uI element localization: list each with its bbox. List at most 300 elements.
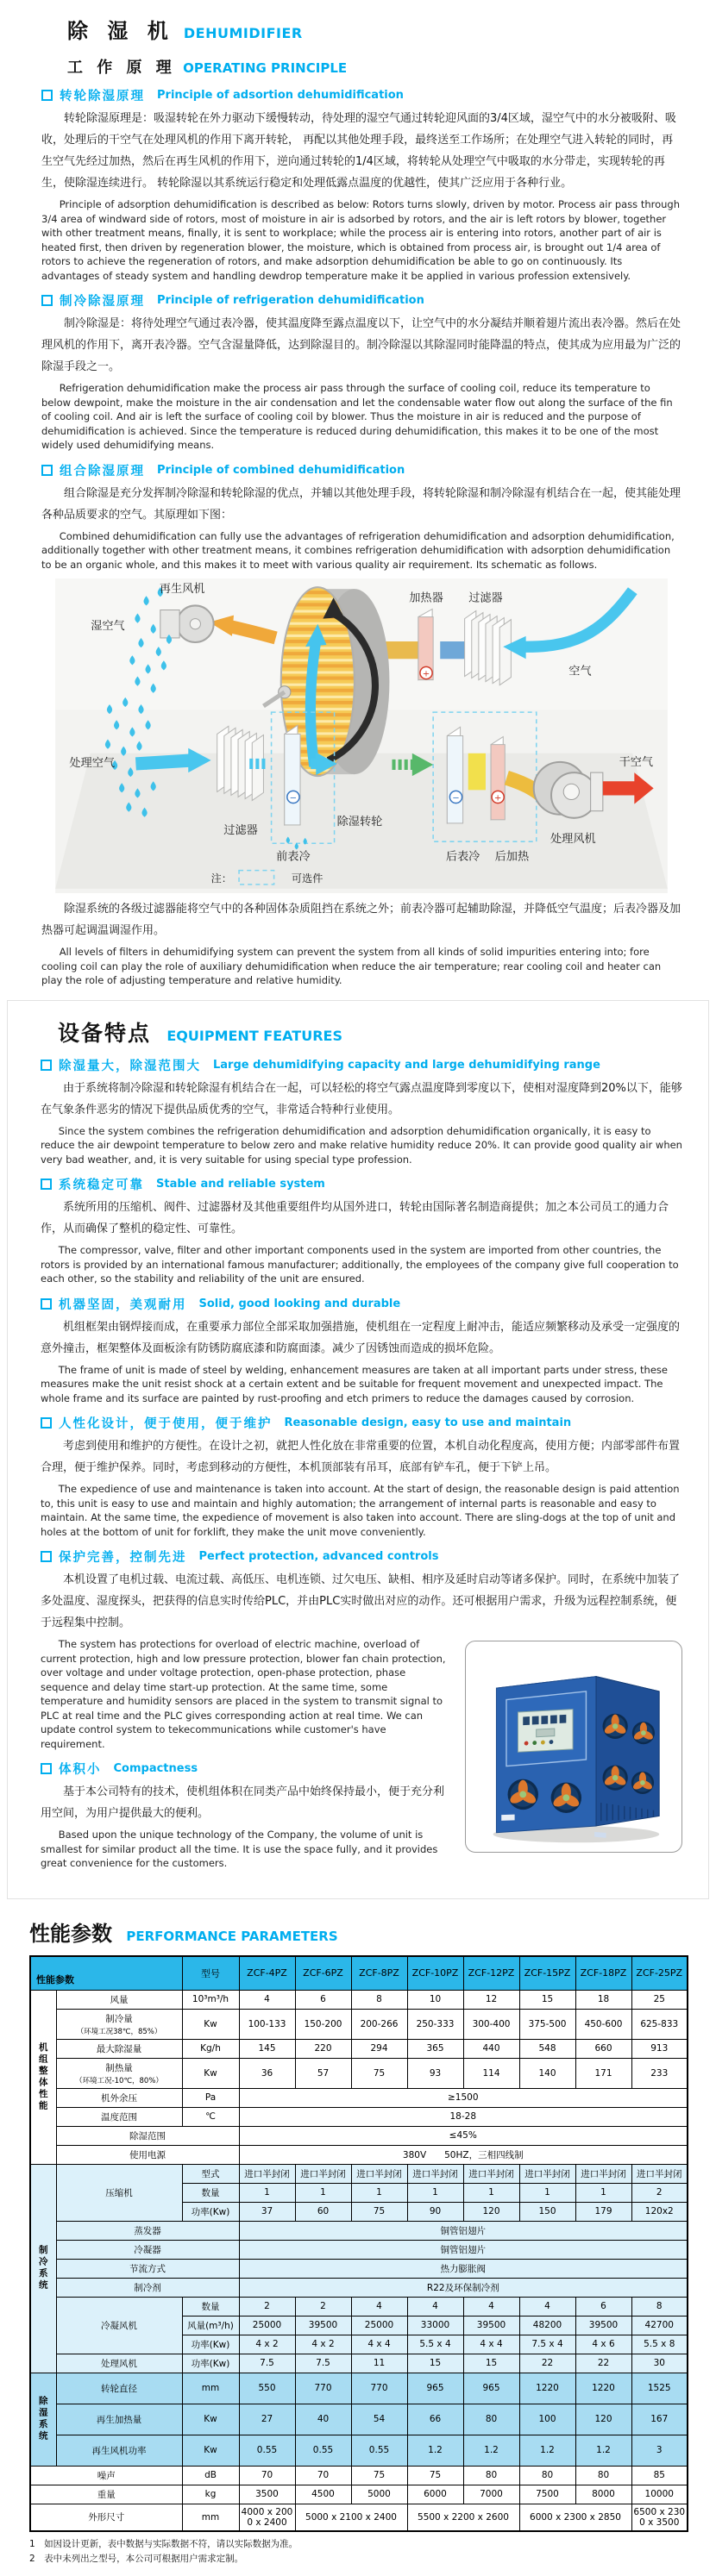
table-cell: 4 [407, 2297, 463, 2316]
feature-cn: 考虑到使用和维护的方便性。在设计之初，就把人性化放在非常重要的位置，本机自动化程度高，使用方便；内部零部件布置合理，便于维护保养。同时，考虑到移动的方便性，本机顶部装有吊耳，底部有铲车孔，便于下铲上吊。 [41, 1435, 682, 1479]
table-cell: Kw [182, 2435, 239, 2466]
table-cell: 进口半封闭 [519, 2164, 575, 2183]
table-cell: 80 [463, 2466, 519, 2485]
table-cell: 进口半封闭 [575, 2164, 631, 2183]
table-cell: 2 [239, 2297, 295, 2316]
table-cell: 10 [407, 1990, 463, 2009]
table-cell: 性能参数 [30, 1956, 182, 1991]
table-cell: 15 [463, 2354, 519, 2373]
table-cell: 铜管铝翅片 [239, 2240, 688, 2259]
section-heading-en: Principle of refrigeration dehumidification [157, 294, 424, 307]
table-cell: 75 [351, 2466, 407, 2485]
rear-heater-label: 后加热 [495, 848, 530, 863]
table-cell: 80 [519, 2466, 575, 2485]
table-cell: ≤45% [239, 2126, 688, 2145]
table-cell: 150 [519, 2202, 575, 2221]
feature-capacity [41, 1056, 682, 1167]
table-cell: 除湿范围 [56, 2126, 239, 2145]
table-cell: 22 [519, 2354, 575, 2373]
table-cell: 4 x 2 [239, 2335, 295, 2354]
table-cell: 75 [351, 2058, 407, 2088]
table-cell: 4000 x 2000 x 2400 [239, 2504, 295, 2531]
table-cell: 制冷量 （环境工况38℃，85%） [56, 2009, 182, 2039]
table-cell: 294 [351, 2039, 407, 2058]
table-row [30, 2039, 688, 2058]
table-cell: ZCF-6PZ [295, 1956, 351, 1991]
table-cell: 5000 [351, 2485, 407, 2504]
table-cell: 温度范围 [56, 2107, 182, 2126]
performance-table [29, 1955, 688, 2532]
table-cell: 1.2 [407, 2435, 463, 2466]
square-bullet-icon [41, 1551, 52, 1562]
heater-unit [418, 609, 433, 679]
table-cell: 1525 [631, 2373, 688, 2404]
table-group-label: 机组整体性能 [30, 1990, 56, 2164]
table-cell: 913 [631, 2039, 688, 2058]
feature-text-photo-wrap [41, 1637, 682, 1878]
table-cell: Kw [182, 2058, 239, 2088]
dehumidification-schematic-diagram [41, 578, 681, 893]
feature-cn: 由于系统将制冷除湿和转轮除湿有机结合在一起，可以轻松的将空气露点温度降到零度以下，使相对湿度降到20%以下，能够在气象条件恶劣的情况下提供品质优秀的空气，非常适合特种行业使用。 [41, 1078, 682, 1121]
table-cell: 120x2 [631, 2202, 688, 2221]
heater-core [468, 753, 486, 791]
square-bullet-icon [41, 1763, 52, 1774]
table-cell: 57 [295, 2058, 351, 2088]
table-group-label: 除湿系统 [30, 2373, 56, 2466]
table-cell: Kw [182, 2009, 239, 2039]
table-cell: 进口半封闭 [463, 2164, 519, 2183]
table-cell: 365 [407, 2039, 463, 2058]
table-cell: 最大除湿量 [56, 2039, 182, 2058]
table-cell: 7.5 x 4 [519, 2335, 575, 2354]
table-cell: 1.2 [519, 2435, 575, 2466]
table-row [30, 2164, 688, 2183]
svg-text:−: − [452, 794, 459, 803]
table-cell: 铜管铝翅片 [239, 2221, 688, 2240]
square-bullet-icon [41, 295, 53, 306]
section-heading [41, 291, 681, 309]
table-cell: 30 [631, 2354, 688, 2373]
principle-combined [41, 461, 681, 572]
table-cell: 12 [463, 1990, 519, 2009]
table-cell: 1 [463, 2183, 519, 2202]
table-cell: 功率(Kw) [182, 2335, 239, 2354]
table-cell: Pa [182, 2088, 239, 2107]
table-cell: 6000 x 2300 x 2850 [519, 2504, 631, 2531]
table-cell: ZCF-25PZ [631, 1956, 688, 1991]
feature-en: The frame of unit is made of steel by welding, enhancement measures are taken at all important parts under stress, these measures make the unit resist shock at a certain extent and be suitable for frequent movement and unexpected impact. The whole frame and its surface are painted by rust-proofing and etch primers to reduce the damages caused by corrosion. [41, 1363, 682, 1406]
table-cell: 制冷剂 [56, 2278, 239, 2297]
process-air-label: 处理空气 [69, 755, 115, 770]
table-cell: 27 [239, 2404, 295, 2435]
table-cell: 进口半封闭 [239, 2164, 295, 2183]
table-row [30, 2145, 688, 2164]
paragraph-cn: 转轮除湿原理是：吸湿转轮在外力驱动下缓慢转动，待处理的湿空气通过转轮迎风面的3/4区域，湿空气中的水分被吸附、吸收，处理后的干空气在处理风机的作用下离开转轮， 再配以其他处理手段，最终送至工作场所；在处理空气进入转轮的同时，再生空气先经过加热，然后在再生风机的作用下，逆向通过转轮的1/4区域，将转轮从处理空气中吸取的水分带走，实现转轮的再生，使除湿连续进行。 转轮除湿以其系统运行稳定和处理低露点温度的优越性，使其广泛应用于各种行业。 [41, 108, 681, 194]
table-cell: 7000 [463, 2485, 519, 2504]
table-cell: 114 [463, 2058, 519, 2088]
table-cell: 4 [519, 2297, 575, 2316]
section-heading-en: Principle of combined dehumidification [157, 464, 405, 477]
table-cell: 70 [295, 2466, 351, 2485]
table-cell: 179 [575, 2202, 631, 2221]
table-cell: 75 [351, 2202, 407, 2221]
table-cell: 2 [631, 2183, 688, 2202]
table-cell: 风量(m³/h) [182, 2316, 239, 2335]
air-through-wheel-arrow [311, 641, 316, 766]
table-cell: 重量 [30, 2485, 182, 2504]
table-cell: 1 [295, 2183, 351, 2202]
feature-title-en: Compactness [114, 1762, 198, 1775]
operating-principle-section [0, 0, 716, 988]
table-cell: 660 [575, 2039, 631, 2058]
table-cell: 54 [351, 2404, 407, 2435]
table-cell: 进口半封闭 [631, 2164, 688, 2183]
paragraph-en: Refrigeration dehumidification make the process air pass through the surface of cooling coil, reduce its temperature to below dewpoint, make the moisture in the air condensation and let the condensable water flow out along the surface of the fin of cooling coil. And air is left the surface of cooling coil by blower. Thus the moisture in air is reduced and the purpose of dehumidification is achieved. Since the temperature is reduced during dehumidification, this makes it to be one of the most widely used dehumidifying means. [41, 381, 681, 453]
table-cell: 770 [351, 2373, 407, 2404]
table-cell: 冷凝器 [56, 2240, 239, 2259]
footnote: 1 如因设计更新，表中数据与实际数据不符，请以实际数据为准。 [29, 2537, 687, 2553]
table-row [30, 1990, 688, 2009]
filter-bottom-label: 过滤器 [223, 822, 258, 837]
air-label: 空气 [568, 665, 591, 678]
table-cell: 39500 [575, 2316, 631, 2335]
table-cell: 18 [575, 1990, 631, 2009]
performance-heading [29, 1916, 687, 1947]
feature-title-cn: 保护完善，控制先进 [59, 1547, 187, 1566]
table-cell: ℃ [182, 2107, 239, 2126]
table-cell: 4 [351, 2297, 407, 2316]
table-cell: ZCF-12PZ [463, 1956, 519, 1991]
table-cell: 25000 [239, 2316, 295, 2335]
table-row [30, 2009, 688, 2039]
square-bullet-icon [41, 90, 53, 101]
table-cell: 1 [519, 2183, 575, 2202]
table-cell: ZCF-4PZ [239, 1956, 295, 1991]
svg-text:+: + [423, 670, 430, 679]
table-footnotes [29, 2537, 687, 2568]
table-cell: 5.5 x 4 [407, 2335, 463, 2354]
filter-top-label: 过滤器 [468, 590, 503, 604]
table-cell: 770 [295, 2373, 351, 2404]
table-row [30, 2259, 688, 2278]
table-cell: ZCF-15PZ [519, 1956, 575, 1991]
table-row [30, 2221, 688, 2240]
table-cell: 965 [463, 2373, 519, 2404]
table-cell: 8 [631, 2297, 688, 2316]
table-cell: 型式 [182, 2164, 239, 2183]
table-cell: 4 x 2 [295, 2335, 351, 2354]
table-cell: 数量 [182, 2183, 239, 2202]
table-cell: 4 [239, 1990, 295, 2009]
feature-title-en: Solid, good looking and durable [199, 1297, 401, 1310]
table-row [30, 2466, 688, 2485]
table-cell: 5.5 x 8 [631, 2335, 688, 2354]
table-cell: 25 [631, 1990, 688, 2009]
feature-en: The system has protections for overload of electric machine, overload of current protection, high and low pressure protection, blower fan chain protection, over voltage and under voltage protection, open-phase protection, phase sequence and delay time start-up protection. At the same time, some temperature and humidity sensors are placed in the system to transmit signal to PLC at real time and the PLC gives corresponding action at real time. We can update control system to tekecommunications while customer's have requirement. [41, 1637, 682, 1751]
table-cell: 3500 [239, 2485, 295, 2504]
paragraph-en: Principle of adsorption dehumidification is described as below: Rotors turns slowly, driven by motor. Process air pass through 3/4 area of windward side of rotors, most of moisture in air is adsorbed by rotors, and the air is left rotors by blower, together with other treatment means, finally, it is sent to workplace; while the process air is entering into rotors, another part of air is heated first, then driven by regeneration blower, the moisture, which is obtained from process air, is brought out 1/4 area of rotors to achieve the regeneration of rotors, and make adsorption dehumidification be able to go on continuously. Its advantages of steady system and handling dewdrop temperature make it be applied in various profession extensively. [41, 197, 681, 283]
table-cell: 压缩机 [56, 2164, 182, 2221]
svg-text:−: − [290, 794, 297, 803]
table-cell: 节流方式 [56, 2259, 239, 2278]
table-cell: ≥1500 [239, 2088, 688, 2107]
schematic-svg [51, 578, 672, 893]
feature-en: Based upon the unique technology of the Company, the volume of unit is smallest for similar product all the time. It is use the space fully, and it provides great convenience for the customers. [41, 1828, 682, 1871]
feature-cn: 基于本公司特有的技术，使机组体积在同类产品中始终保持最小，便于充分利用空间，为用户提供最大的便利。 [41, 1781, 682, 1824]
feature-title-cn: 机器坚固，美观耐用 [59, 1295, 187, 1313]
table-cell: 2 [295, 2297, 351, 2316]
table-cell: 85 [631, 2466, 688, 2485]
feature-title-cn: 系统稳定可靠 [59, 1175, 144, 1193]
table-cell: 150-200 [295, 2009, 351, 2039]
table-cell: 数量 [182, 2297, 239, 2316]
features-heading [58, 1016, 682, 1047]
table-cell: 250-333 [407, 2009, 463, 2039]
operating-principle-heading-en: OPERATING PRINCIPLE [183, 60, 347, 76]
performance-heading-cn: 性能参数 [29, 1922, 112, 1946]
table-row [30, 2240, 688, 2259]
feature-title-en: Large dehumidifying capacity and large dehumidifying range [213, 1059, 600, 1072]
table-cell: 1220 [519, 2373, 575, 2404]
section-heading-cn: 组合除湿原理 [60, 461, 145, 479]
table-row [30, 2504, 688, 2531]
table-cell: ZCF-8PZ [351, 1956, 407, 1991]
table-cell: mm [182, 2504, 239, 2531]
table-row [30, 2126, 688, 2145]
table-cell: 80 [575, 2466, 631, 2485]
table-cell: 8000 [575, 2485, 631, 2504]
square-bullet-icon [41, 1060, 52, 1071]
table-cell: 1 [575, 2183, 631, 2202]
table-cell: 5500 x 2200 x 2600 [407, 2504, 519, 2531]
table-cell: 4 x 4 [463, 2335, 519, 2354]
process-fan-label: 处理风机 [550, 831, 596, 846]
page-title-en: DEHUMIDIFIER [184, 25, 303, 41]
principle-adsorption [41, 86, 681, 283]
table-cell: 15 [407, 2354, 463, 2373]
table-cell: 1.2 [575, 2435, 631, 2466]
table-cell: 440 [463, 2039, 519, 2058]
table-cell: 4500 [295, 2485, 351, 2504]
rear-cooler-label: 后表冷 [446, 849, 480, 863]
closing-paragraph-cn: 除湿系统的各级过滤器能将空气中的各种固体杂质阻挡在系统之外；前表冷器可起辅助除湿，并降低空气温度；后表冷器及加热器可起调温调湿作用。 [41, 898, 681, 941]
table-cell: 8 [351, 1990, 407, 2009]
table-cell: 60 [295, 2202, 351, 2221]
square-bullet-icon [41, 1417, 52, 1429]
table-cell: 145 [239, 2039, 295, 2058]
table-cell: 7.5 [239, 2354, 295, 2373]
table-cell: 450-600 [575, 2009, 631, 2039]
table-row [30, 2088, 688, 2107]
table-cell: 处理风机 [56, 2354, 182, 2373]
paragraph-en: Combined dehumidification can fully use the advantages of refrigeration dehumidification and adsorption dehumidification, additionally together with other treatment means, it combines refrigeration dehumidification with adsorption dehumidification to be an organic whole, and this makes it to meet with various quality air requirement. Its schematic as follows. [41, 529, 681, 572]
table-cell: 550 [239, 2373, 295, 2404]
wet-air-label: 湿空气 [91, 619, 125, 633]
section-heading-en: Principle of adsortion dehumidification [157, 89, 404, 102]
table-cell: 0.55 [295, 2435, 351, 2466]
table-cell: 36 [239, 2058, 295, 2088]
table-cell: 10³m³/h [182, 1990, 239, 2009]
table-cell: 15 [519, 1990, 575, 2009]
table-cell: 功率(Kw) [182, 2354, 239, 2373]
table-cell: 66 [407, 2404, 463, 2435]
note-option-label: 可选件 [292, 872, 323, 885]
table-cell: 转轮直径 [56, 2373, 182, 2404]
table-cell: R22及环保制冷剂 [239, 2278, 688, 2297]
heater-label: 加热器 [409, 590, 443, 604]
note-label: 注： [211, 872, 232, 885]
table-cell: 625-833 [631, 2009, 688, 2039]
paragraph-cn: 制冷除湿是：将待处理空气通过表冷器，使其温度降至露点温度以下，让空气中的水分凝结并顺着翅片流出表冷器。然后在处理风机的作用下，离开表冷器。空气含湿量降低，达到除湿目的。制冷除湿以其除湿同时能降温的特点，使其成为应用最为广泛的除湿手段之一。 [41, 313, 681, 378]
features-heading-en: EQUIPMENT FEATURES [166, 1028, 342, 1044]
feature-cn: 机组框架由钢焊接而成，在重要承力部位全部采取加强措施，使机组在一定程度上耐冲击，能适应频繁移动及承受一定强度的意外撞击，框架整体及面板涂有防锈防腐底漆和防腐面漆。减少了因锈蚀而造成的损坏危险。 [41, 1316, 682, 1360]
table-cell: 220 [295, 2039, 351, 2058]
paragraph-cn: 组合除湿是充分发挥制冷除湿和转轮除湿的优点，并辅以其他处理手段，将转轮除湿和制冷除湿有机结合在一起，使其能处理各种品质要求的空气。其原理如下图： [41, 483, 681, 526]
duct-heater-filter [440, 641, 466, 659]
table-cell: 39500 [295, 2316, 351, 2335]
svg-text:+: + [494, 794, 501, 803]
feature-usability [41, 1414, 682, 1539]
equipment-features-section [7, 1000, 709, 1899]
section-heading-cn: 制冷除湿原理 [60, 291, 145, 309]
table-cell: 80 [463, 2404, 519, 2435]
operating-principle-heading [67, 53, 681, 78]
table-row [30, 2354, 688, 2373]
table-cell: 噪声 [30, 2466, 182, 2485]
table-cell: 18-28 [239, 2107, 688, 2126]
dehumidifier-photo [465, 1641, 682, 1853]
table-cell: 233 [631, 2058, 688, 2088]
table-cell: 进口半封闭 [295, 2164, 351, 2183]
table-cell: 42700 [631, 2316, 688, 2335]
table-cell: 40 [295, 2404, 351, 2435]
table-cell: 1220 [575, 2373, 631, 2404]
table-cell: 使用电源 [56, 2145, 239, 2164]
table-cell: 6 [575, 2297, 631, 2316]
table-cell: Kw [182, 2404, 239, 2435]
table-cell: 548 [519, 2039, 575, 2058]
feature-durability [41, 1295, 682, 1406]
feature-title-en: Stable and reliable system [156, 1178, 325, 1191]
table-cell: 1 [407, 2183, 463, 2202]
table-cell: 167 [631, 2404, 688, 2435]
table-row [30, 2373, 688, 2404]
table-cell: 7.5 [295, 2354, 351, 2373]
table-row [30, 2107, 688, 2126]
feature-en: Since the system combines the refrigeration dehumidification and adsorption dehumidification organically, it is easy to reduce the air dewpoint temperature to below zero and make relative humidity reduce 20%. It can provide good quality air when very bad weather, and, it is very suitable for using special type profession. [41, 1124, 682, 1167]
table-cell: 965 [407, 2373, 463, 2404]
table-row [30, 2404, 688, 2435]
table-cell: 外形尺寸 [30, 2504, 182, 2531]
page-title [67, 12, 681, 45]
table-cell: 37 [239, 2202, 295, 2221]
table-cell: 375-500 [519, 2009, 575, 2039]
table-cell: 进口半封闭 [407, 2164, 463, 2183]
table-cell: 75 [407, 2466, 463, 2485]
table-cell: ZCF-10PZ [407, 1956, 463, 1991]
feature-title-cn: 人性化设计，便于使用，便于维护 [59, 1414, 273, 1432]
table-cell: 100-133 [239, 2009, 295, 2039]
table-cell: 机外余压 [56, 2088, 182, 2107]
table-cell: 4 x 6 [575, 2335, 631, 2354]
table-cell: 48200 [519, 2316, 575, 2335]
fore-cooler-label: 前表冷 [276, 849, 311, 863]
rotor-label: 除湿转轮 [337, 815, 383, 828]
table-cell: 6500 x 2300 x 3500 [631, 2504, 688, 2531]
filter-top-stack [465, 611, 512, 685]
table-cell: dB [182, 2466, 239, 2485]
table-row [30, 2435, 688, 2466]
performance-heading-en: PERFORMANCE PARAMETERS [126, 1929, 337, 1944]
table-cell: 380V 50HZ，三相四线制 [239, 2145, 688, 2164]
table-cell: 1 [351, 2183, 407, 2202]
feature-title-en: Perfect protection, advanced controls [199, 1550, 439, 1563]
table-cell: 11 [351, 2354, 407, 2373]
table-cell: 4 x 4 [351, 2335, 407, 2354]
table-cell: 冷凝风机 [56, 2297, 182, 2354]
section-heading [41, 86, 681, 104]
table-row [30, 2058, 688, 2088]
footnote: 2 表中未列出之型号，本公司可根据用户需求定制。 [29, 2552, 687, 2567]
operating-principle-heading-cn: 工 作 原 理 [67, 59, 176, 77]
table-cell: 0.55 [351, 2435, 407, 2466]
feature-title-cn: 除湿量大，除湿范围大 [59, 1056, 201, 1074]
square-bullet-icon [41, 1298, 52, 1310]
table-row [30, 1956, 688, 1991]
table-cell: ZCF-18PZ [575, 1956, 631, 1991]
table-cell: 7500 [519, 2485, 575, 2504]
dry-air-label: 干空气 [619, 755, 654, 769]
principle-refrigeration [41, 291, 681, 453]
table-cell: 171 [575, 2058, 631, 2088]
table-cell: 再生风机功率 [56, 2435, 182, 2466]
table-cell: 25000 [351, 2316, 407, 2335]
table-cell: 93 [407, 2058, 463, 2088]
table-cell: 蒸发器 [56, 2221, 239, 2240]
table-cell: 120 [463, 2202, 519, 2221]
table-cell: kg [182, 2485, 239, 2504]
table-group-label: 制冷系统 [30, 2164, 56, 2373]
table-cell: 33000 [407, 2316, 463, 2335]
table-cell: 3 [631, 2435, 688, 2466]
process-air-arrow [135, 760, 193, 764]
table-cell: 100 [519, 2404, 575, 2435]
table-cell: 热力膨胀阀 [239, 2259, 688, 2278]
table-cell: mm [182, 2373, 239, 2404]
square-bullet-icon [41, 465, 53, 476]
features-heading-cn: 设备特点 [58, 1021, 151, 1046]
feature-protection [41, 1547, 682, 1878]
table-cell: 进口半封闭 [351, 2164, 407, 2183]
table-cell: 风量 [56, 1990, 182, 2009]
feature-title-cn: 体积小 [59, 1760, 102, 1778]
performance-parameters-section [0, 1899, 716, 2576]
table-cell: 22 [575, 2354, 631, 2373]
table-cell: 再生加热量 [56, 2404, 182, 2435]
table-cell: 90 [407, 2202, 463, 2221]
closing-paragraph-en: All levels of filters in dehumidifying system can prevent the system from all kinds of solid impurities entering into; fore cooling coil can play the role of auxiliary dehumidification when reduce the air temperature; rear cooling coil and heater can play the role of adjusting temperature and relative humidity. [41, 945, 681, 988]
table-cell: Kg/h [182, 2039, 239, 2058]
table-cell: 制热量 （环境工况-10℃，80%） [56, 2058, 182, 2088]
table-cell: 300-400 [463, 2009, 519, 2039]
dehumidifier-unit-illustration [469, 1645, 678, 1848]
table-row [30, 2297, 688, 2316]
feature-en: The expedience of use and maintenance is taken into account. At the start of design, the reasonable design is paid attention to, this unit is easy to use and maintain and highly automation; the arrangement of internal parts is reasonable and easy to maintain. At the same time, the expedience of movement is also taken into account. There are sling-dogs at the top of unit and holes at the bottom of unit for forklift, they make the unit move conveniently. [41, 1482, 682, 1539]
square-bullet-icon [41, 1179, 52, 1190]
table-cell: 6 [295, 1990, 351, 2009]
table-cell: 200-266 [351, 2009, 407, 2039]
table-cell: 1.2 [463, 2435, 519, 2466]
